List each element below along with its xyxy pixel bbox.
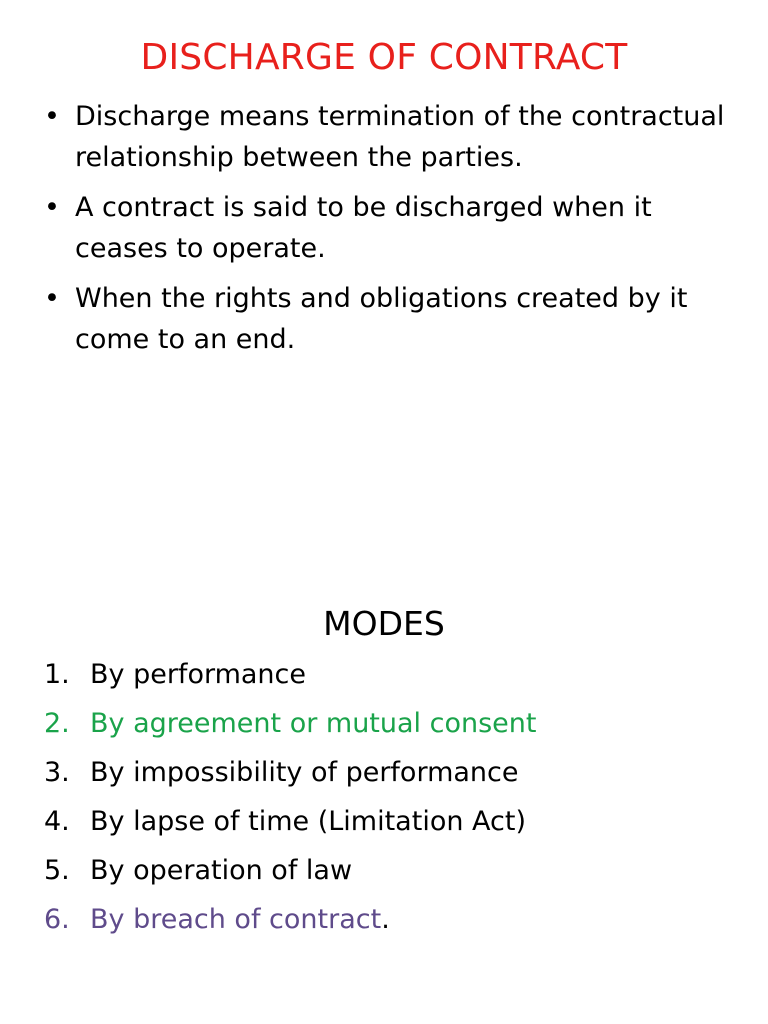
mode-item bbox=[44, 797, 744, 846]
mode-text: By operation of law bbox=[90, 855, 353, 886]
modes-heading: MODES bbox=[323, 604, 445, 643]
mode-suffix: . bbox=[381, 904, 390, 935]
bullet-list bbox=[44, 96, 744, 369]
bullet-text: When the rights and obligations created by it come to an end. bbox=[75, 283, 688, 355]
mode-item bbox=[44, 748, 744, 797]
mode-item bbox=[44, 699, 744, 748]
mode-number: 2. bbox=[44, 708, 70, 739]
bullet-text: Discharge means termination of the contractual relationship between the parties. bbox=[75, 101, 725, 173]
mode-text: By lapse of time (Limitation Act) bbox=[90, 806, 526, 837]
mode-text: By breach of contract bbox=[90, 904, 382, 935]
slide-title: DISCHARGE OF CONTRACT bbox=[140, 37, 628, 78]
mode-number: 3. bbox=[44, 757, 70, 788]
bullet-text: A contract is said to be discharged when it ceases to operate. bbox=[75, 192, 652, 264]
mode-number: 5. bbox=[44, 855, 70, 886]
bullet-item bbox=[44, 96, 744, 178]
mode-item bbox=[44, 895, 744, 944]
mode-number: 1. bbox=[44, 659, 70, 690]
bullet-marker: • bbox=[44, 283, 60, 314]
mode-text: By performance bbox=[90, 659, 306, 690]
mode-number: 4. bbox=[44, 806, 70, 837]
mode-number: 6. bbox=[44, 904, 70, 935]
modes-list bbox=[44, 650, 744, 944]
mode-text: By agreement or mutual consent bbox=[90, 708, 537, 739]
mode-item bbox=[44, 650, 744, 699]
mode-item bbox=[44, 846, 744, 895]
bullet-item bbox=[44, 187, 744, 269]
mode-text: By impossibility of performance bbox=[90, 757, 519, 788]
bullet-marker: • bbox=[44, 192, 60, 223]
bullet-item bbox=[44, 278, 744, 360]
bullet-marker: • bbox=[44, 101, 60, 132]
